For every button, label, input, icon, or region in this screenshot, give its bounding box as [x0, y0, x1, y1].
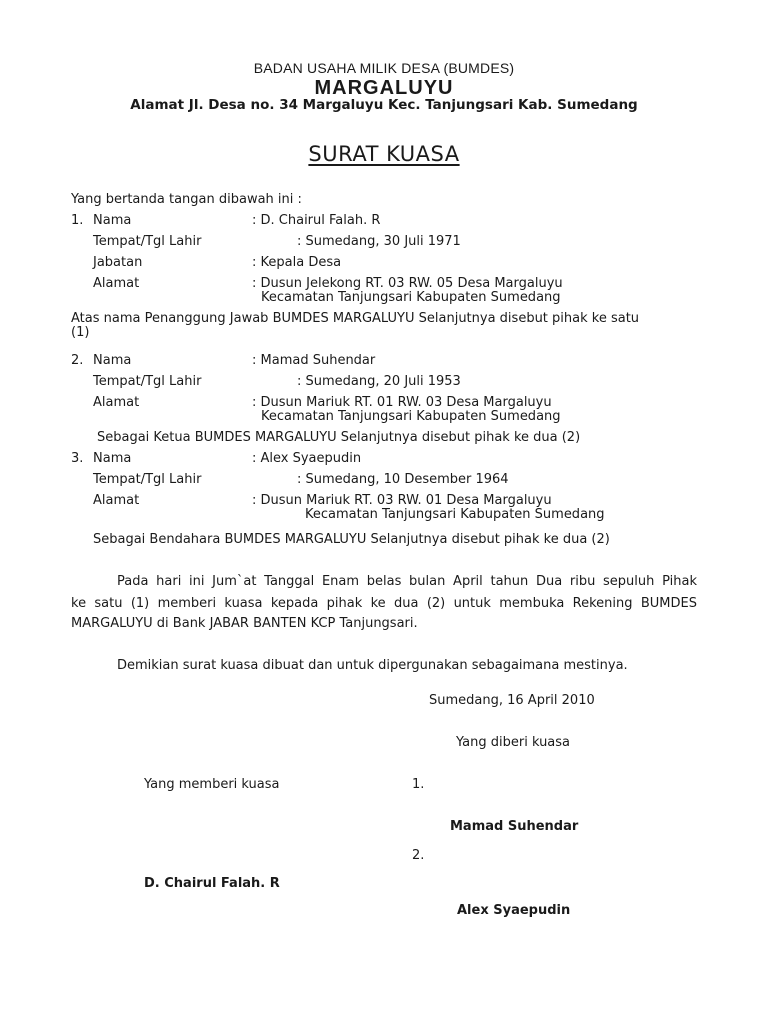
person-2-name-value: : Mamad Suhendar: [252, 353, 376, 368]
person-2-number: 2.: [71, 353, 84, 368]
person-2-birth-value: : Sumedang, 20 Juli 1953: [297, 374, 461, 389]
person-1-position-value: : Kepala Desa: [252, 255, 342, 270]
receiver-label: Yang diberi kuasa: [456, 735, 571, 750]
person-3-role: Sebagai Bendahara BUMDES MARGALUYU Selanjutnya disebut pihak ke dua (2): [93, 532, 610, 547]
person-1-address-line1: : Dusun Jelekong RT. 03 RW. 05 Desa Margaluyu: [252, 276, 563, 291]
receiver-1-name: Mamad Suhendar: [450, 819, 579, 834]
person-3-birth-label: Tempat/Tgl Lahir: [93, 472, 202, 487]
person-2-birth-label: Tempat/Tgl Lahir: [93, 374, 202, 389]
giver-label: Yang memberi kuasa: [144, 777, 280, 792]
person-1-name-label: Nama: [93, 213, 132, 228]
person-3-address-label: Alamat: [93, 493, 140, 508]
giver-name: D. Chairul Falah. R: [144, 876, 280, 891]
person-2-address-label: Alamat: [93, 395, 140, 410]
person-1-role-line1: Atas nama Penanggung Jawab BUMDES MARGALUYU Selanjutnya disebut pihak ke satu: [71, 311, 640, 326]
body-line-2: ke satu (1) memberi kuasa kepada pihak ke dua (2) untuk membuka Rekening BUMDES: [71, 596, 697, 611]
person-3-number: 3.: [71, 451, 84, 466]
person-1-address-label: Alamat: [93, 276, 140, 291]
letterhead-address: Alamat Jl. Desa no. 34 Margaluyu Kec. Tanjungsari Kab. Sumedang: [130, 97, 638, 113]
person-1-position-label: Jabatan: [93, 255, 143, 270]
receiver-2-name: Alex Syaepudin: [457, 903, 571, 918]
signature-number-1: 1.: [412, 777, 425, 792]
document-title: SURAT KUASA: [308, 142, 460, 166]
person-3-address-line2: Kecamatan Tanjungsari Kabupaten Sumedang: [305, 507, 605, 522]
person-1-role-line2: (1): [71, 325, 90, 340]
person-3-birth-value: : Sumedang, 10 Desember 1964: [297, 472, 509, 487]
person-1-number: 1.: [71, 213, 84, 228]
person-3-name-value: : Alex Syaepudin: [252, 451, 362, 466]
closing-statement: Demikian surat kuasa dibuat dan untuk dipergunakan sebagaimana mestinya.: [117, 658, 628, 673]
person-2-address-line1: : Dusun Mariuk RT. 01 RW. 03 Desa Margaluyu: [252, 395, 552, 410]
person-1-birth-value: : Sumedang, 30 Juli 1971: [297, 234, 461, 249]
place-date: Sumedang, 16 April 2010: [429, 693, 595, 708]
person-1-birth-label: Tempat/Tgl Lahir: [93, 234, 202, 249]
person-3-address-line1: : Dusun Mariuk RT. 03 RW. 01 Desa Margaluyu: [252, 493, 552, 508]
person-1-address-line2: Kecamatan Tanjungsari Kabupaten Sumedang: [261, 290, 561, 305]
intro-text: Yang bertanda tangan dibawah ini :: [71, 192, 302, 207]
person-2-role: Sebagai Ketua BUMDES MARGALUYU Selanjutnya disebut pihak ke dua (2): [97, 430, 581, 445]
body-line-1: Pada hari ini Jum`at Tanggal Enam belas bulan April tahun Dua ribu sepuluh Pihak: [117, 574, 697, 589]
person-2-address-line2: Kecamatan Tanjungsari Kabupaten Sumedang: [261, 409, 561, 424]
person-2-name-label: Nama: [93, 353, 132, 368]
letterhead-org-name: MARGALUYU: [314, 77, 454, 99]
letterhead-org-type: BADAN USAHA MILIK DESA (BUMDES): [253, 60, 515, 76]
person-1-name-value: : D. Chairul Falah. R: [252, 213, 381, 228]
person-3-name-label: Nama: [93, 451, 132, 466]
signature-number-2: 2.: [412, 848, 425, 863]
body-line-3: MARGALUYU di Bank JABAR BANTEN KCP Tanjungsari.: [71, 616, 418, 631]
